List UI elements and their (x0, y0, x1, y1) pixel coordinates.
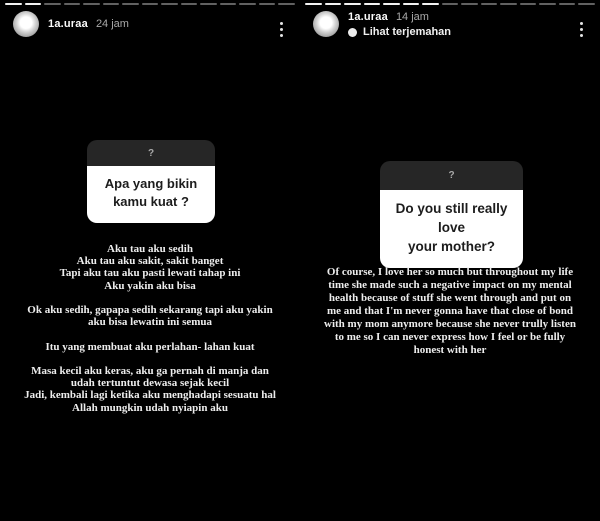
avatar[interactable] (13, 11, 39, 37)
story-progress-segment (559, 3, 576, 5)
story-panel-right[interactable] (300, 0, 600, 521)
question-sticker (87, 140, 215, 223)
story-progress-segment (383, 3, 400, 5)
story-timestamp: 14 jam (395, 11, 429, 23)
story-progress-segment (578, 3, 595, 5)
see-translation-button[interactable] (348, 26, 451, 38)
answer-line: Masa kecil aku keras, aku ga pernah di manja dan (31, 365, 269, 378)
story-progress-segment (64, 3, 81, 5)
story-progress-segment (461, 3, 478, 5)
answer-line: health because of stuff she went through and put on (328, 292, 572, 304)
story-progress-segment (520, 3, 537, 5)
story-progress-segment (305, 3, 322, 5)
more-options-button[interactable] (274, 19, 288, 39)
story-answer-text (306, 266, 594, 357)
answer-line: Tapi aku tau aku pasti lewati tahap ini (59, 267, 241, 280)
answer-line: time she made such a negative impact on my mental (328, 279, 572, 291)
answer-line: Allah mungkin udah nyiapin aku (72, 401, 228, 414)
answer-line: Ok aku sedih, gapapa sedih sekarang tapi aku yakin (27, 304, 273, 317)
story-progress-bar (5, 3, 295, 5)
answer-line: Of course, I love her so much but throughout my life (326, 266, 574, 278)
question-mark-icon: ? (147, 147, 155, 159)
question-line: your mother? (407, 239, 495, 254)
story-progress-segment (25, 3, 42, 5)
answer-line: Itu yang membuat aku perlahan- lahan kuat (45, 340, 255, 353)
question-text (87, 166, 215, 223)
answer-line (6, 353, 294, 365)
answer-line: to me so I can never express how I feel or be fully (334, 331, 566, 343)
story-progress-segment (539, 3, 556, 5)
story-progress-segment (364, 3, 381, 5)
answer-line: me and that I'm never gonna have that close of bond (326, 305, 574, 317)
answer-line: Aku tau aku sedih (107, 243, 193, 255)
story-progress-segment (278, 3, 295, 5)
answer-line: aku bisa lewatin ini semua (87, 316, 213, 329)
story-progress-bar (305, 3, 595, 5)
story-timestamp: 24 jam (95, 18, 129, 30)
answer-line (6, 292, 294, 304)
story-progress-segment (161, 3, 178, 5)
see-translation-label: Lihat terjemahan (363, 26, 452, 38)
story-progress-segment (325, 3, 342, 5)
question-line: Apa yang bikin (104, 176, 198, 191)
question-sticker (380, 161, 523, 268)
username[interactable]: 1a.uraa (348, 11, 388, 23)
question-line: kamu kuat ? (113, 194, 189, 209)
kebab-menu-icon (580, 22, 583, 37)
question-mark-icon: ? (448, 170, 455, 181)
question-text (380, 190, 523, 268)
question-line: Do you still really love (395, 201, 508, 235)
story-progress-segment (500, 3, 517, 5)
story-progress-segment (83, 3, 100, 5)
story-progress-segment (481, 3, 498, 5)
story-answer-text (6, 243, 294, 414)
story-progress-segment (442, 3, 459, 5)
translation-dot-icon (348, 28, 357, 37)
story-progress-segment (200, 3, 217, 5)
answer-line: honest with her (413, 344, 487, 356)
story-progress-segment (181, 3, 198, 5)
answer-line: udah tertuntut dewasa sejak kecil (70, 377, 230, 390)
story-progress-segment (259, 3, 276, 5)
username[interactable]: 1a.uraa (48, 18, 88, 30)
answer-line (6, 328, 294, 340)
answer-line: Aku tau aku sakit, sakit banget (76, 255, 224, 268)
story-progress-segment (142, 3, 159, 5)
story-progress-segment (103, 3, 120, 5)
story-progress-segment (122, 3, 139, 5)
answer-line: with my mom anymore because she never trully listen (324, 318, 576, 330)
story-progress-segment (422, 3, 439, 5)
story-progress-segment (44, 3, 61, 5)
story-progress-segment (403, 3, 420, 5)
story-progress-segment (239, 3, 256, 5)
kebab-menu-icon (280, 22, 283, 37)
answer-line: Jadi, kembali lagi ketika aku menghadapi sesuatu hal (24, 389, 276, 402)
avatar[interactable] (313, 11, 339, 37)
story-progress-segment (5, 3, 22, 5)
story-header (313, 11, 451, 38)
story-header (13, 11, 129, 37)
answer-line: Aku yakin aku bisa (104, 279, 196, 292)
story-progress-segment (344, 3, 361, 5)
more-options-button[interactable] (574, 19, 588, 39)
story-progress-segment (220, 3, 237, 5)
